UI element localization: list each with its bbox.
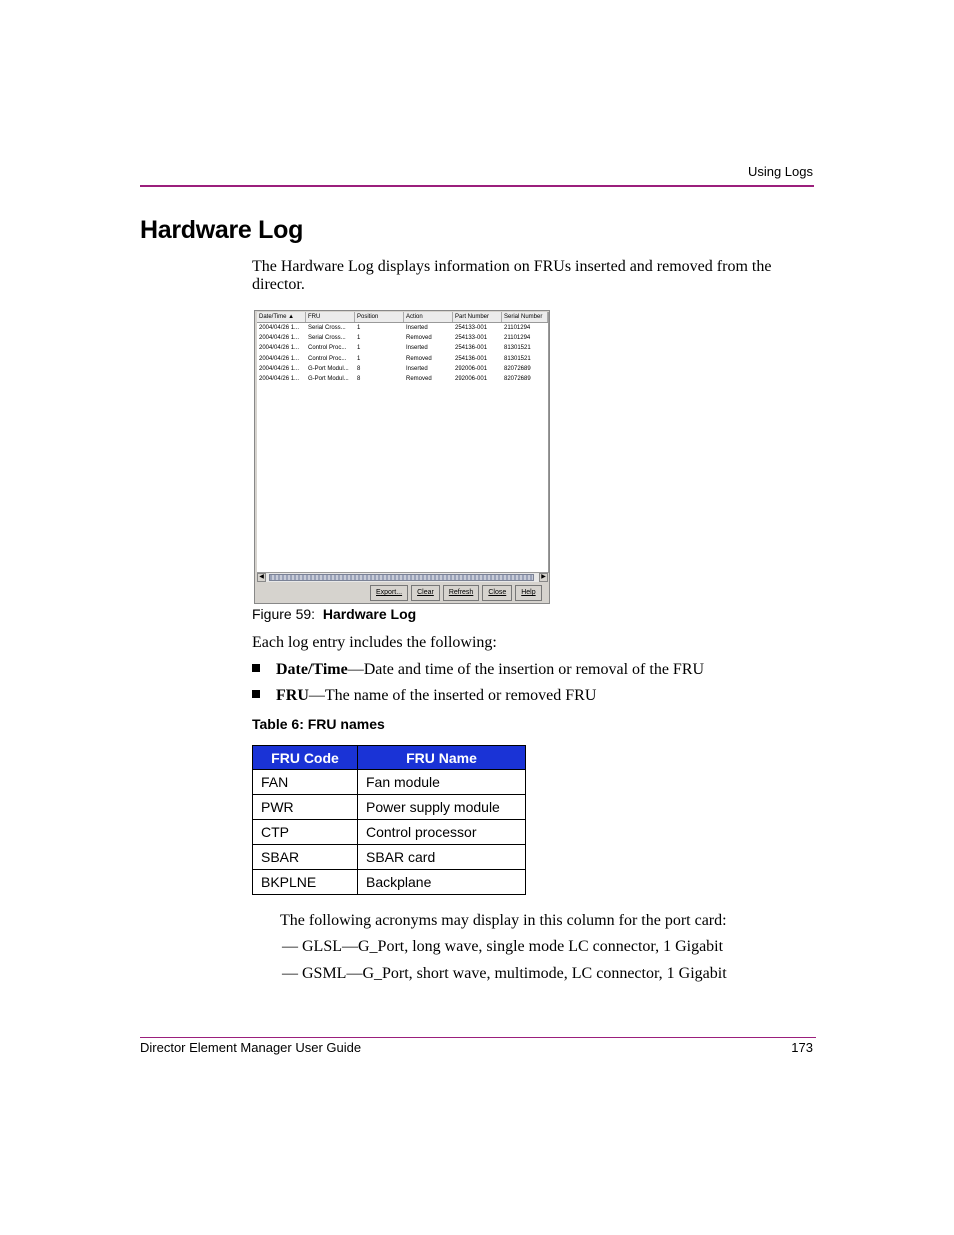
column-header-fru[interactable]: FRU	[306, 312, 355, 322]
column-header-date-time[interactable]: Date/Time ▲	[257, 312, 306, 322]
fru-names-table	[252, 745, 526, 895]
log-cell: 292006-001	[455, 375, 488, 382]
log-row[interactable]	[257, 354, 548, 364]
fru-name-cell: Control processor	[358, 820, 526, 845]
fru-name-cell: Fan module	[358, 770, 526, 795]
table-header-row	[253, 746, 526, 770]
log-cell: Removed	[406, 375, 432, 382]
fru-code-cell: CTP	[253, 820, 358, 845]
acronym-item: — GLSL—G_Port, long wave, single mode LC connector, 1 Gigabit	[282, 938, 724, 955]
column-header-position[interactable]: Position	[355, 312, 404, 322]
log-cell: 254133-001	[455, 325, 488, 331]
log-cell: 2004/04/26 1...	[259, 375, 300, 382]
fru-name-cell: SBAR card	[358, 845, 526, 870]
column-header-action[interactable]: Action	[404, 312, 453, 322]
log-cell: 2004/04/26 1...	[259, 325, 300, 331]
log-cell: Inserted	[406, 345, 428, 352]
fru-code-cell: PWR	[253, 795, 358, 820]
scroll-thumb[interactable]	[269, 574, 534, 581]
log-row[interactable]	[257, 364, 548, 374]
log-row[interactable]	[257, 343, 548, 353]
log-cell: 81301521	[504, 345, 531, 352]
section-title: Hardware Log	[140, 216, 304, 244]
fru-code-cell: BKPLNE	[253, 870, 358, 895]
log-cell: 81301521	[504, 355, 531, 362]
column-header-serial-number[interactable]: Serial Number	[502, 312, 548, 322]
bullet-square-icon	[252, 690, 260, 698]
table-row	[253, 820, 526, 845]
fru-name-cell: Backplane	[358, 870, 526, 895]
log-cell: 1	[357, 325, 361, 331]
fru-code-cell: FAN	[253, 770, 358, 795]
log-cell: 1	[357, 355, 361, 362]
bullet-square-icon	[252, 664, 260, 672]
log-cell: 1	[357, 345, 361, 352]
log-cell: Inserted	[406, 365, 428, 372]
log-list[interactable]	[257, 312, 549, 573]
table-row	[253, 870, 526, 895]
scroll-right-icon[interactable]: ▶	[539, 573, 548, 582]
log-cell: 254133-001	[455, 335, 488, 342]
log-cell: 8	[357, 365, 361, 372]
acronyms-intro: The following acronyms may display in this column for the port card:	[280, 912, 727, 929]
log-cell: 21101294	[504, 335, 531, 342]
footer-guide-title: Director Element Manager User Guide	[140, 1040, 362, 1055]
log-cell: 82072689	[504, 375, 531, 382]
log-cell: G-Port Modul...	[308, 365, 349, 372]
column-header-fru-name: FRU Name	[358, 746, 526, 770]
log-header-row	[257, 312, 548, 323]
log-cell: Inserted	[406, 325, 428, 331]
entry-intro: Each log entry includes the following:	[252, 634, 497, 651]
fru-code-cell: SBAR	[253, 845, 358, 870]
column-header-part-number[interactable]: Part Number	[453, 312, 502, 322]
log-cell: Serial Cross...	[308, 325, 346, 331]
bullet-desc: —The name of the inserted or removed FRU	[308, 687, 597, 704]
table-caption: Table 6: FRU names	[252, 716, 385, 732]
log-row[interactable]	[257, 323, 548, 333]
clear-button[interactable]: Clear	[411, 585, 440, 601]
log-cell: 82072689	[504, 365, 531, 372]
log-row[interactable]	[257, 333, 548, 343]
log-cell: Control Proc...	[308, 345, 347, 352]
log-cell: Removed	[406, 335, 432, 342]
log-cell: G-Port Modul...	[308, 375, 349, 382]
log-cell: 292006-001	[455, 365, 488, 372]
log-cell: 2004/04/26 1...	[259, 355, 300, 362]
figure-caption	[252, 606, 416, 622]
table-row	[253, 770, 526, 795]
bullet-desc: —Date and time of the insertion or removal of the FRU	[347, 661, 705, 678]
log-cell: Removed	[406, 355, 432, 362]
figure-title: Hardware Log	[322, 606, 417, 622]
footer-rule	[140, 1037, 816, 1038]
log-cell: Serial Cross...	[308, 335, 346, 342]
horizontal-scrollbar[interactable]	[257, 573, 548, 582]
log-cell: 2004/04/26 1...	[259, 335, 300, 342]
log-cell: 21101294	[504, 325, 531, 331]
intro-paragraph: The Hardware Log displays information on FRUs inserted and removed from the director.	[252, 258, 772, 293]
log-cell: 1	[357, 335, 361, 342]
refresh-button[interactable]: Refresh	[443, 585, 480, 601]
hardware-log-window	[254, 310, 550, 604]
header-rule	[140, 185, 814, 187]
table-row	[253, 795, 526, 820]
bullet-item	[252, 661, 704, 679]
log-cell: 254136-001	[455, 355, 488, 362]
help-button[interactable]: Help	[515, 585, 541, 601]
log-cell: Control Proc...	[308, 355, 347, 362]
bullet-term: FRU	[276, 687, 309, 704]
running-head: Using Logs	[747, 164, 813, 179]
bullet-item	[252, 687, 596, 705]
log-row[interactable]	[257, 374, 548, 384]
log-cell: 254136-001	[455, 345, 488, 352]
acronym-item: — GSML—G_Port, short wave, multimode, LC connector, 1 Gigabit	[282, 965, 727, 982]
column-header-fru-code: FRU Code	[253, 746, 358, 770]
export-button[interactable]: Export...	[370, 585, 408, 601]
close-button[interactable]: Close	[482, 585, 512, 601]
fru-name-cell: Power supply module	[358, 795, 526, 820]
log-cell: 2004/04/26 1...	[259, 345, 300, 352]
scroll-left-icon[interactable]: ◀	[257, 573, 266, 582]
bullet-term: Date/Time	[276, 661, 348, 678]
log-cell: 2004/04/26 1...	[259, 365, 300, 372]
table-row	[253, 845, 526, 870]
log-button-bar	[370, 585, 542, 601]
log-cell: 8	[357, 375, 361, 382]
page-number: 173	[791, 1040, 813, 1055]
figure-label: Figure 59:	[252, 606, 316, 622]
